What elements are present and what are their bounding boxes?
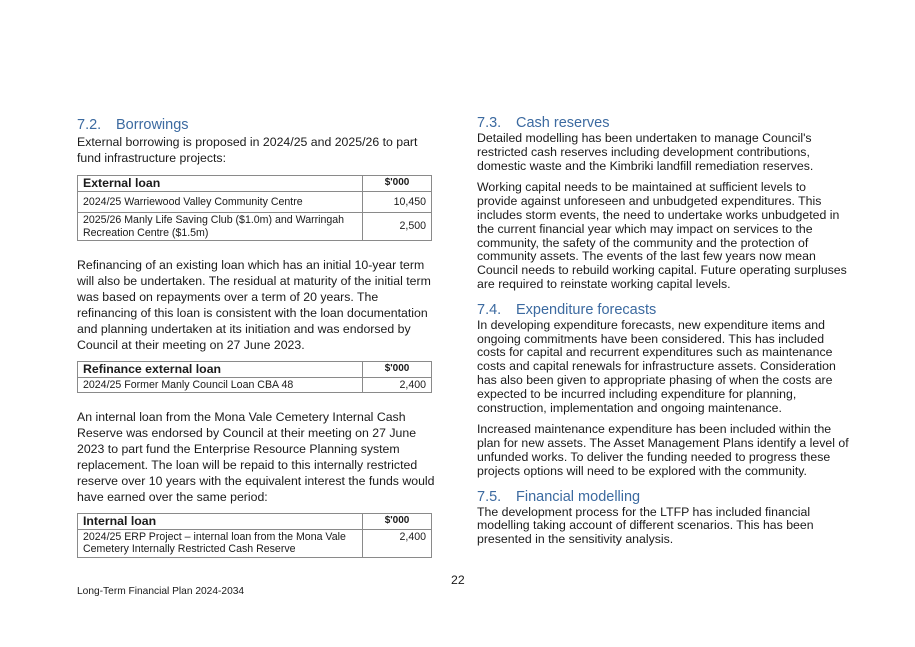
section-number: 7.3. [477, 115, 502, 131]
external-loan-table [77, 175, 432, 241]
section-heading-financial-modelling [477, 488, 849, 506]
borrowings-intro: External borrowing is proposed in 2024/25 and 2025/26 to part fund infrastructure projects: [77, 135, 418, 165]
footer-title: Long-Term Financial Plan 2024-2034 [77, 586, 245, 597]
table-row [78, 529, 432, 557]
cash-reserves-paragraph: Detailed modelling has been undertaken to manage Council's restricted cash reserves including development contributions, domestic waste and the Kimbriki landfill remediation reserves. [477, 131, 814, 173]
section-title: Borrowings [116, 117, 189, 133]
internal-loan-paragraph: An internal loan from the Mona Vale Cemetery Internal Cash Reserve was endorsed by Council at their meeting on 27 June 2023 to part fund the Enterprise Resource Planning system replacement. The loan will be repaid to this internally restricted reserve over 10 years with the equivalent interest the funds would have earned over the same period: [77, 410, 435, 504]
section-title: Expenditure forecasts [516, 301, 657, 318]
table-row [78, 377, 432, 393]
row-amount: 2,400 [363, 529, 432, 557]
header-item: Refinance external loan [78, 362, 363, 378]
table-header-row [78, 514, 432, 530]
section-heading-expenditure-forecasts [477, 301, 849, 319]
financial-modelling-paragraph: The development process for the LTFP has included financial modelling taking account of different scenarios. This has been presented in the sensitivity analysis. [477, 504, 814, 547]
section-number: 7.2. [77, 117, 102, 133]
refinance-loan-table [77, 361, 432, 393]
expenditure-paragraph: Increased maintenance expenditure has been included within the plan for new assets. The Asset Management Plans identify a level of unfunded works. To deliver the funding needed to progress these projects options will need to be explored with the community. [477, 422, 849, 478]
row-item: 2024/25 ERP Project – internal loan from the Mona Vale Cemetery Internally Restricted Cash Reserve [78, 529, 363, 557]
table-row [78, 191, 432, 213]
header-item: Internal loan [78, 514, 363, 530]
row-amount: 10,450 [363, 191, 432, 213]
section-number: 7.5. [477, 488, 502, 505]
section-heading-cash-reserves [477, 114, 849, 132]
section-number: 7.4. [477, 301, 502, 318]
internal-loan-table [77, 513, 432, 558]
row-amount: 2,500 [363, 213, 432, 241]
row-item: 2025/26 Manly Life Saving Club ($1.0m) and Warringah Recreation Centre ($1.5m) [78, 213, 363, 241]
cash-reserves-paragraph: Working capital needs to be maintained at sufficient levels to provide against unforeseen and unbudgeted expenditures. This includes storm events, the need to undertake works unbudgeted in the current financial year which may impact on services to the community, the safety of the community and the protection of community assets. The events of the last few years now mean Council needs to rebuild working capital. Future operating surpluses are required to reinstate working capital levels. [477, 180, 847, 291]
section-title: Cash reserves [516, 115, 610, 131]
right-column [477, 114, 849, 547]
header-amount: $'000 [363, 362, 432, 378]
expenditure-paragraph: In developing expenditure forecasts, new expenditure items and ongoing commitments have been considered. This has included costs for capital and recurrent expenditures such as maintenance costs and capital renewals for infrastructure assets. Consideration has also been given to appropriate phasing of when the costs are expected to be incurred including expenditure for planning, construction, implementation and ongoing maintenance. [477, 317, 836, 415]
table-row [78, 213, 432, 241]
header-amount: $'000 [363, 176, 432, 192]
page-number: 22 [451, 573, 465, 587]
left-column [77, 116, 439, 558]
section-heading-borrowings [77, 116, 439, 134]
refinance-paragraph: Refinancing of an existing loan which has an initial 10-year term will also be undertaken. The residual at maturity of the initial term was based on repayments over a term of 20 years. The refinancing of this loan is consistent with the loan documentation and planning undertaken at its initiation and was endorsed by Council at their meeting on 27 June 2023. [77, 258, 431, 352]
section-title: Financial modelling [516, 488, 641, 505]
table-header-row [78, 362, 432, 378]
row-item: 2024/25 Warriewood Valley Community Centre [78, 191, 363, 213]
row-item: 2024/25 Former Manly Council Loan CBA 48 [78, 377, 363, 393]
header-item: External loan [78, 176, 363, 192]
row-amount: 2,400 [363, 377, 432, 393]
table-header-row [78, 176, 432, 192]
header-amount: $'000 [363, 514, 432, 530]
